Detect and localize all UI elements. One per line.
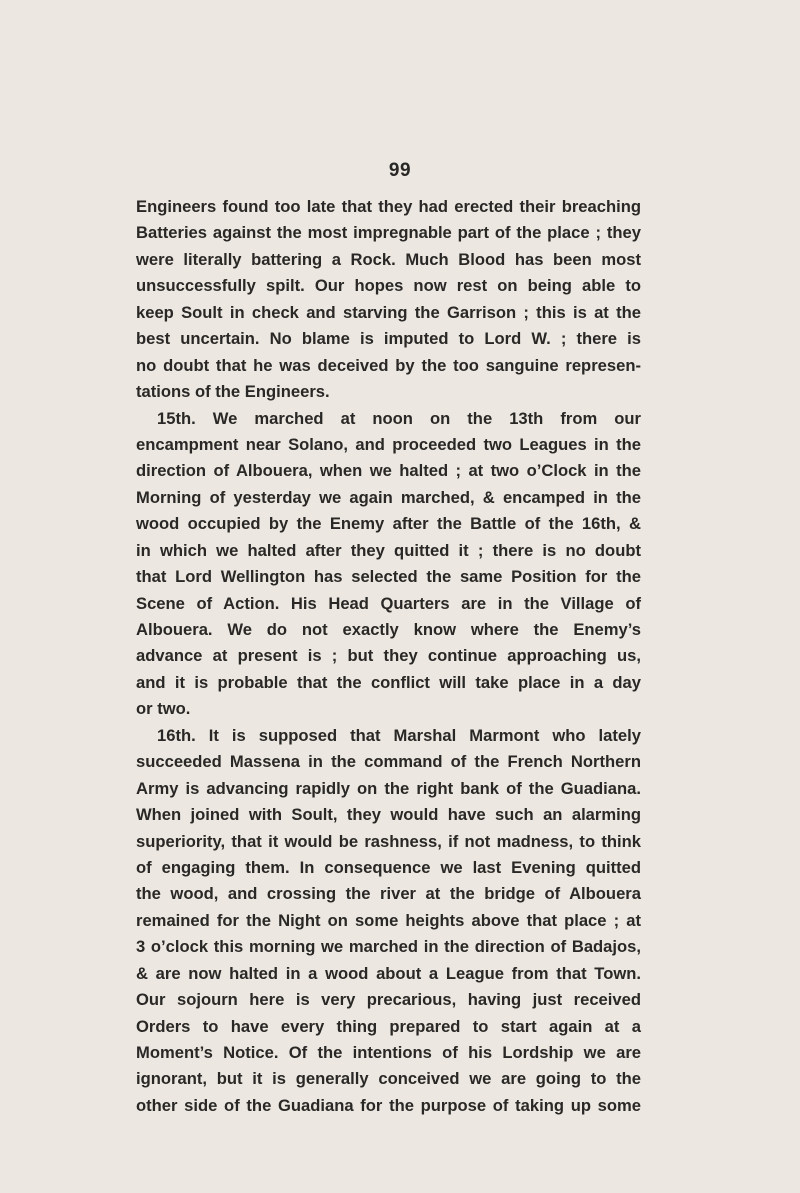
text-line: 16th. It is supposed that Marshal Marmont who lately [157, 725, 641, 745]
text-line: other side of the Guadiana for the purpose of taking up some [136, 1095, 641, 1115]
text-line: Army is advancing rapidly on the right bank of the Guadiana. [136, 778, 641, 798]
text-line: encampment near Solano, and proceeded two Leagues in the [136, 434, 641, 454]
text-line: succeeded Massena in the command of the French Northern [136, 752, 641, 772]
text-line: 3 o’clock this morning we marched in the direction of Badajos, [136, 937, 641, 957]
text-line: direction of Albouera, when we halted ; at two o’Clock in the [136, 461, 641, 481]
text-line: remained for the Night on some heights above that place ; at [136, 910, 641, 930]
text-line: When joined with Soult, they would have such an alarming [136, 805, 641, 825]
text-line: Morning of yesterday we again marched, & encamped in the [136, 487, 641, 507]
text-line: Engineers found too late that they had erected their breaching [136, 197, 641, 216]
text-line: ignorant, but it is generally conceived we are going to the [136, 1069, 641, 1089]
text-line: superiority, that it would be rashness, if not madness, to think [136, 831, 641, 851]
text-line: Scene of Action. His Head Quarters are in the Village of [136, 593, 641, 613]
text-line: Our sojourn here is very precarious, having just received [136, 990, 641, 1010]
text-line: keep Soult in check and starving the Garrison ; this is at the [136, 302, 641, 322]
text-line: Batteries against the most impregnable part of the place ; they [136, 223, 641, 243]
text-line: wood occupied by the Enemy after the Battle of the 16th, & [136, 514, 641, 534]
text-line: and it is probable that the conflict will take place in a day [136, 672, 641, 692]
text-line: 15th. We marched at noon on the 13th from our [157, 408, 641, 428]
text-line: in which we halted after they quitted it ; there is no doubt [136, 540, 641, 560]
text-line: best uncertain. No blame is imputed to Lord W. ; there is [136, 329, 641, 349]
text-line: Moment’s Notice. Of the intentions of his Lordship we are [136, 1043, 641, 1062]
body-text [136, 194, 641, 1119]
text-line: or two. [136, 699, 191, 719]
text-line: & are now halted in a wood about a League from that Town. [136, 963, 641, 983]
page-number: 99 [388, 160, 412, 181]
text-line: no doubt that he was deceived by the too sanguine represen- [136, 355, 641, 375]
text-line: tations of the Engineers. [136, 382, 330, 402]
text-line: Orders to have every thing prepared to start again at a [136, 1016, 641, 1036]
text-line: of engaging them. In consequence we last Evening quitted [136, 857, 641, 877]
text-line: unsuccessfully spilt. Our hopes now rest on being able to [136, 276, 641, 296]
text-line: the wood, and crossing the river at the bridge of Albouera [136, 884, 641, 904]
text-line: Albouera. We do not exactly know where the Enemy’s [136, 620, 641, 639]
text-line: that Lord Wellington has selected the same Position for the [136, 567, 641, 587]
text-line: advance at present is ; but they continue approaching us, [136, 646, 641, 666]
text-line: were literally battering a Rock. Much Blood has been most [136, 249, 641, 269]
